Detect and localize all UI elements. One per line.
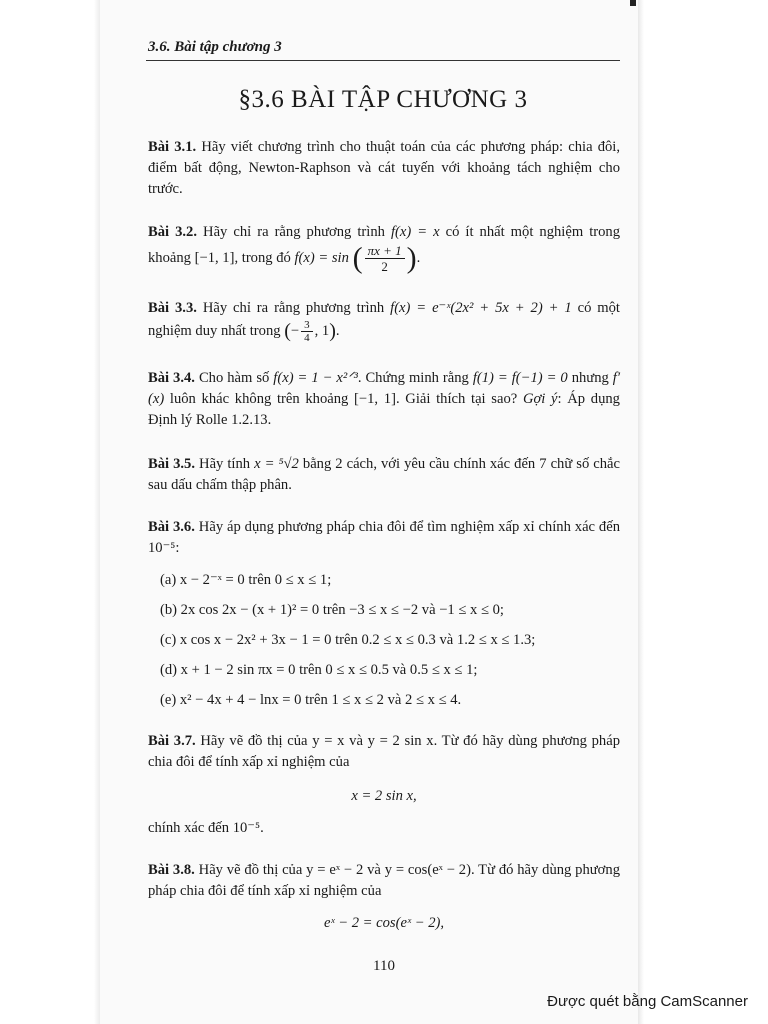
exercise-text: Hãy chỉ ra rằng phương trình [202,300,385,316]
exercise-text: Cho hàm số [198,370,270,386]
exercise-text: bằng 2 cách, với yêu cầu chính xác đến 7 chữ số chắc sau dấu chấm thập phân. [148,456,620,493]
hint-text: : Áp dụng Định lý Rolle 1.2.13. [148,391,620,428]
list-item: (d) x + 1 − 2 sin πx = 0 trên 0 ≤ x ≤ 0.5 và 0.5 ≤ x ≤ 1; [160,662,478,678]
exercise-text: luôn khác không trên khoảng [169,391,349,407]
math-expression: f(1) = f(−1) = 0 [472,370,568,386]
paren-close: ) [329,320,336,342]
fraction-numerator: πx + 1 [365,243,405,259]
math-expression: x = ⁵√2 [254,456,299,472]
exercise-3-4 [148,368,620,431]
math-interval: [−1, 1] [354,391,396,407]
exercise-text: chính xác đến 10⁻⁵. [148,820,264,836]
exercise-text: Hãy vẽ đồ thị của y = x và y = 2 sin x. Từ đó hãy dùng phương pháp chia đôi để tính xấp xỉ nghiệm của [148,733,621,770]
interval-end: , 1 [314,322,330,339]
exercise-label: Bài 3.2. [148,224,197,240]
paren-open: ( [352,241,363,275]
exercise-3-6 [148,517,620,559]
header-rule [146,60,620,61]
exercise-text: , trong đó [234,249,291,266]
running-head: 3.6. Bài tập chương 3 [148,39,282,55]
math-expression: f(x) = sin [294,249,349,266]
exercise-label: Bài 3.4. [148,370,195,386]
exercise-label: Bài 3.7. [148,733,196,749]
paren-close: ) [406,241,417,275]
equation-text: x = 2 sin x, [351,788,417,804]
exercise-label: Bài 3.3. [148,300,197,316]
exercise-3-5 [148,454,620,496]
exercise-text: có ít nhất một nghiệm trong khoảng [148,224,621,266]
exercise-text: Hãy vẽ đồ thị của y = eˣ − 2 và y = cos(eˣ − 2). Từ đó hãy dùng phương pháp chia đôi để tính xấp xỉ nghiệm của [148,862,620,899]
exercise-3-7 [148,731,620,773]
list-item: (e) x² − 4x + 4 − lnx = 0 trên 1 ≤ x ≤ 2 và 2 ≤ x ≤ 4. [160,692,462,708]
exercise-label: Bài 3.1. [148,139,197,155]
fraction-denominator: 4 [304,332,310,344]
math-interval: [−1, 1] [194,249,235,266]
chapter-title: §3.6 BÀI TẬP CHƯƠNG 3 [238,86,528,113]
math-expression: f′(x) [148,370,621,407]
exercise-text: . Giải thích tại sao? [395,391,518,407]
math-expression: f(x) = x [390,224,440,240]
display-equation [148,915,620,932]
exercise-text: có một nghiệm duy nhất trong [148,300,620,339]
exercise-3-6-items [160,565,620,715]
math-expression: f(x) = 1 − x²ᐟ³ [273,370,358,386]
exercise-label: Bài 3.8. [148,862,195,878]
exercise-label: Bài 3.5. [148,456,195,472]
exercise-text: nhưng [571,370,609,386]
math-expression: f(x) = e⁻ˣ(2x² + 5x + 2) + 1 [390,300,572,316]
exercise-3-8 [148,860,620,902]
scan-corner-mark [630,0,636,6]
fraction-denominator: 2 [381,259,388,274]
exercise-3-3: Bài 3.3. Hãy chỉ ra rằng phương trình f(x) = e⁻ˣ(2x² + 5x + 2) + 1 có một nghiệm duy nhất trong (− $\frac{3}{4}$ , 1). [148,300,620,344]
exercise-3-2: Bài 3.2. Hãy chỉ ra rằng phương trình f(x) = x có ít nhất một nghiệm trong khoảng [−1, 1], trong đó f(x) = sin ( $\frac{\pi x + 1}{2}$ ). [148,224,621,275]
exercise-3-1 [148,137,620,200]
paren-open: ( [284,320,291,342]
exercise-text: . Chứng minh rằng [357,370,469,386]
list-item: (a) x − 2⁻ˣ = 0 trên 0 ≤ x ≤ 1; [160,572,332,588]
exercise-text: Hãy viết chương trình cho thuật toán của các phương pháp: chia đôi, điểm bất động, Newton-Raphson và cát tuyến với khoảng tách nghiệm cho trước. [148,139,621,197]
exercise-text: Hãy chỉ ra rằng phương trình [203,224,385,240]
equation-text: eˣ − 2 = cos(eˣ − 2), [323,915,445,931]
fraction [365,243,405,274]
display-equation [148,788,620,805]
exercise-label: Bài 3.6. [148,519,195,535]
list-item: (c) x cos x − 2x² + 3x − 1 = 0 trên 0.2 ≤ x ≤ 0.3 và 1.2 ≤ x ≤ 1.3; [160,632,536,648]
page-number: 110 [373,958,395,974]
scanner-watermark: Được quét bằng CamScanner [547,993,748,1010]
exercise-text: Hãy áp dụng phương pháp chia đôi để tìm nghiệm xấp xỉ chính xác đến 10⁻⁵: [148,519,621,556]
hint-label: Gợi ý [522,391,558,407]
list-item: (b) 2x cos 2x − (x + 1)² = 0 trên −3 ≤ x ≤ −2 và −1 ≤ x ≤ 0; [160,602,504,618]
exercise-text: Hãy tính [199,456,251,472]
fraction [301,319,313,344]
page-edge-shadow-right [638,0,644,1024]
exercise-3-7-tail [148,818,620,839]
fraction-numerator: 3 [301,319,313,332]
